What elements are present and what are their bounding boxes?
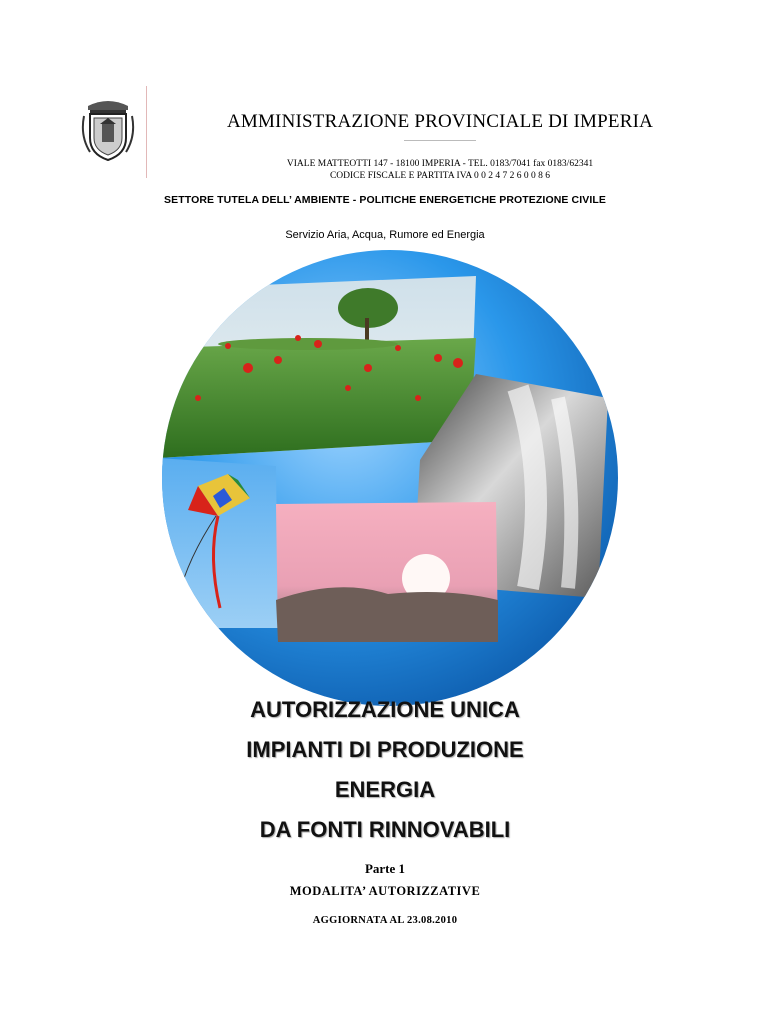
sector-heading: SETTORE TUTELA DELL’ AMBIENTE - POLITICHE ENERGETICHE PROTEZIONE CIVILE (164, 194, 606, 206)
part-label: Parte 1 (364, 861, 406, 876)
modalities-subtitle: MODALITA’ AUTORIZZATIVE (289, 884, 481, 898)
coat-of-arms-icon (80, 96, 136, 162)
address-line-1: VIALE MATTEOTTI 147 - 18100 IMPERIA - TEL. 0183/7041 fax 0183/62341 (286, 159, 594, 169)
title-line-4: DA FONTI RINNOVABILI (259, 817, 511, 842)
kite-photo (158, 458, 278, 628)
title-line-1: AUTORIZZAZIONE UNICA (250, 697, 520, 722)
meadow-photo (158, 276, 476, 458)
address-line-2: CODICE FISCALE E PARTITA IVA 0 0 2 4 7 2 6 0 0 8 6 (329, 171, 551, 181)
header-divider (146, 86, 147, 178)
address-block (160, 158, 720, 182)
renewable-energy-globe-collage (158, 248, 622, 708)
service-subheading: Servizio Aria, Acqua, Rumore ed Energia (285, 229, 485, 241)
document-title (0, 690, 770, 850)
title-line-3: ENERGIA (334, 777, 436, 802)
sunset-photo (276, 502, 498, 642)
title-line-2: IMPIANTI DI PRODUZIONE (246, 737, 524, 762)
organization-title: AMMINISTRAZIONE PROVINCIALE DI IMPERIA (226, 111, 654, 132)
title-underline (404, 140, 476, 141)
update-date: AGGIORNATA AL 23.08.2010 (312, 915, 458, 926)
